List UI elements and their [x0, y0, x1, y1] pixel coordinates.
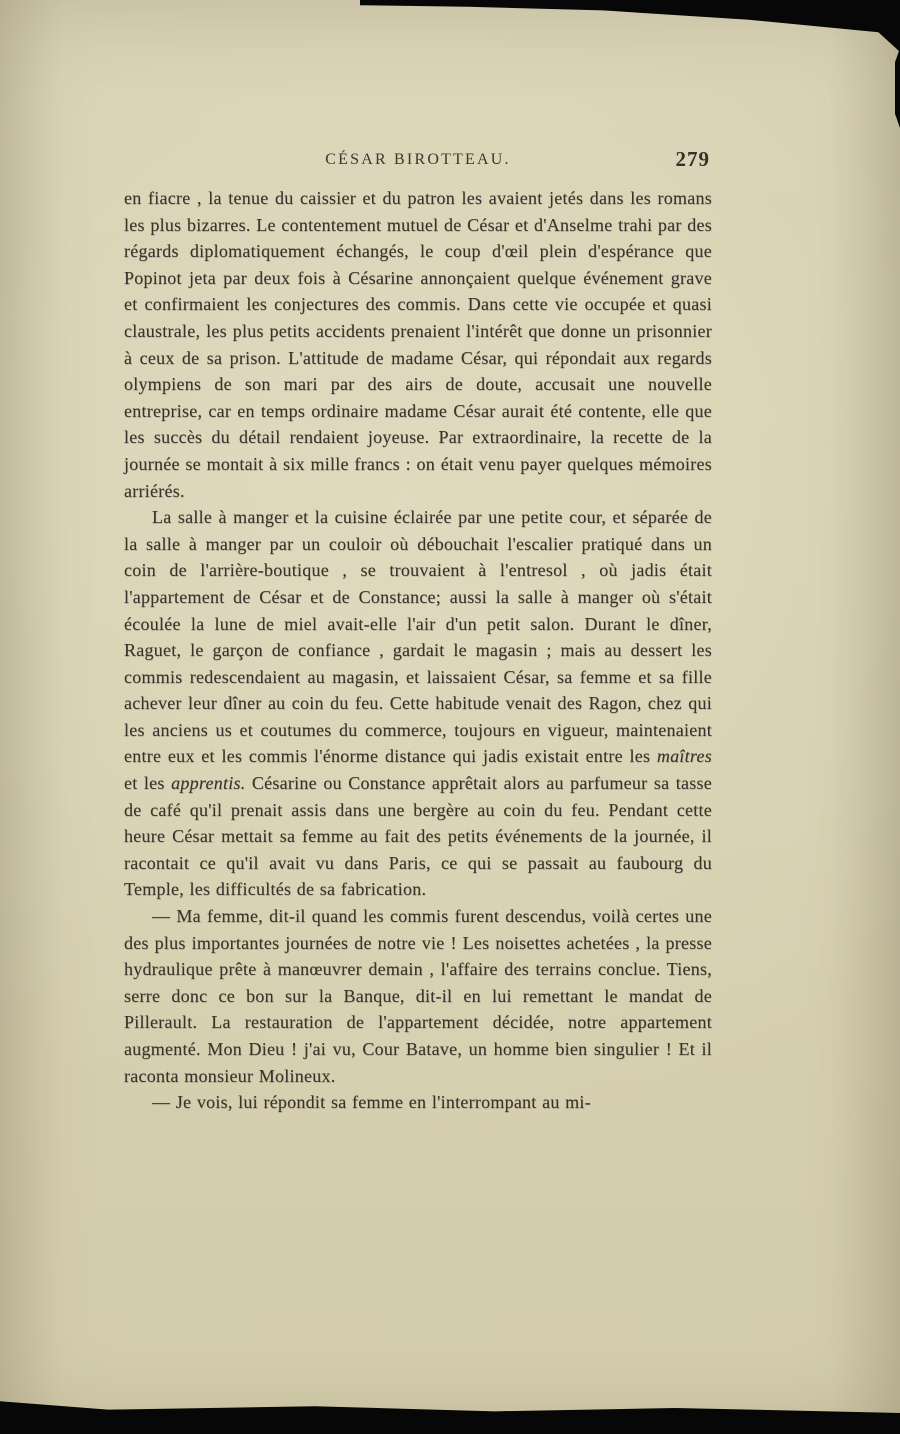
paragraph-4: — Je vois, lui répondit sa femme en l'interrompant au mi- [152, 1092, 591, 1113]
page-number: 279 [675, 147, 710, 171]
running-header [124, 147, 712, 173]
scan-black-edge-bottom [0, 1392, 900, 1434]
paragraph-2-text-a: La salle à manger et la cuisine éclairée par une petite cour, et séparée de la salle à manger par un couloir où débouchait l'escalier pratiqué dans un coin de l'arrière-boutique , se trouvaient à l'entresol , où jadis était l'appartement de César et de Constance; aussi la salle à manger où s'était écoulée la lune de miel avait-elle l'air d'un petit salon. Durant le dîner, Raguet, le garçon de confiance , gardait le magasin ; mais au dessert les commis redescendaient au magasin, et laissaient César, sa femme et sa fille achever leur dîner au coin du feu. Cette habitude venait des Ragon, chez qui les anciens us et coutumes du commerce, toujours en vigueur, maintenaient entre eux et les commis l'énorme distance qui jadis existait entre les [124, 507, 712, 767]
paragraph-1: en fiacre , la tenue du caissier et du patron les avaient jetés dans les romans les plus bizarres. Le contentement mutuel de César et d'Anselme trahi par des régards diplomatiquement échangés, le coup d'œil plein d'espérance que Popinot jeta par deux fois à Césarine annonçaient quelque événement grave et confirmaient les conjectures des commis. Dans cette vie occupée et quasi claustrale, les plus petits accidents prenaient l'intérêt que donne un prisonnier à ceux de sa prison. L'attitude de madame César, qui répondait aux regards olympiens de son mari par des airs de doute, accusait une nouvelle entreprise, car en temps ordinaire madame César aurait été contente, elle que les succès du détail rendaient joyeuse. Par extraordinaire, la recette de la journée se montait à six mille francs : on était venu payer quelques mémoires arriérés. [124, 188, 712, 501]
running-title: CÉSAR BIROTTEAU. [325, 151, 511, 168]
paragraph-2-italic-apprentis: apprentis. [171, 773, 246, 794]
paragraph-2-text-c: Césarine ou Constance apprêtait alors au parfumeur sa tasse de café qu'il prenait assis dans une bergère au coin du feu. Pendant cette heure César mettait sa femme au fait des petits événements de la journée, il racontait ce qu'il avait vu dans Paris, ce qui se passait au faubourg du Temple, les difficultés de sa fabrication. [124, 773, 713, 900]
paragraph-2-text-b: et les [124, 773, 172, 794]
paragraph-3: — Ma femme, dit-il quand les commis furent descendus, voilà certes une des plus importantes journées de notre vie ! Les noisettes achetées , la presse hydraulique prête à manœuvrer demain , l'affaire des terrains conclue. Tiens, serre donc ce bon sur la Banque, dit-il en lui remettant le mandat de Pillerault. La restauration de l'appartement décidée, notre appartement augmenté. Mon Dieu ! j'ai vu, Cour Batave, un homme bien singulier ! Et il raconta monsieur Molineux. [124, 906, 712, 1086]
text-block [124, 185, 712, 1116]
paragraph-2-italic-maitres: maîtres [656, 746, 712, 767]
paragraph-2 [124, 504, 712, 903]
